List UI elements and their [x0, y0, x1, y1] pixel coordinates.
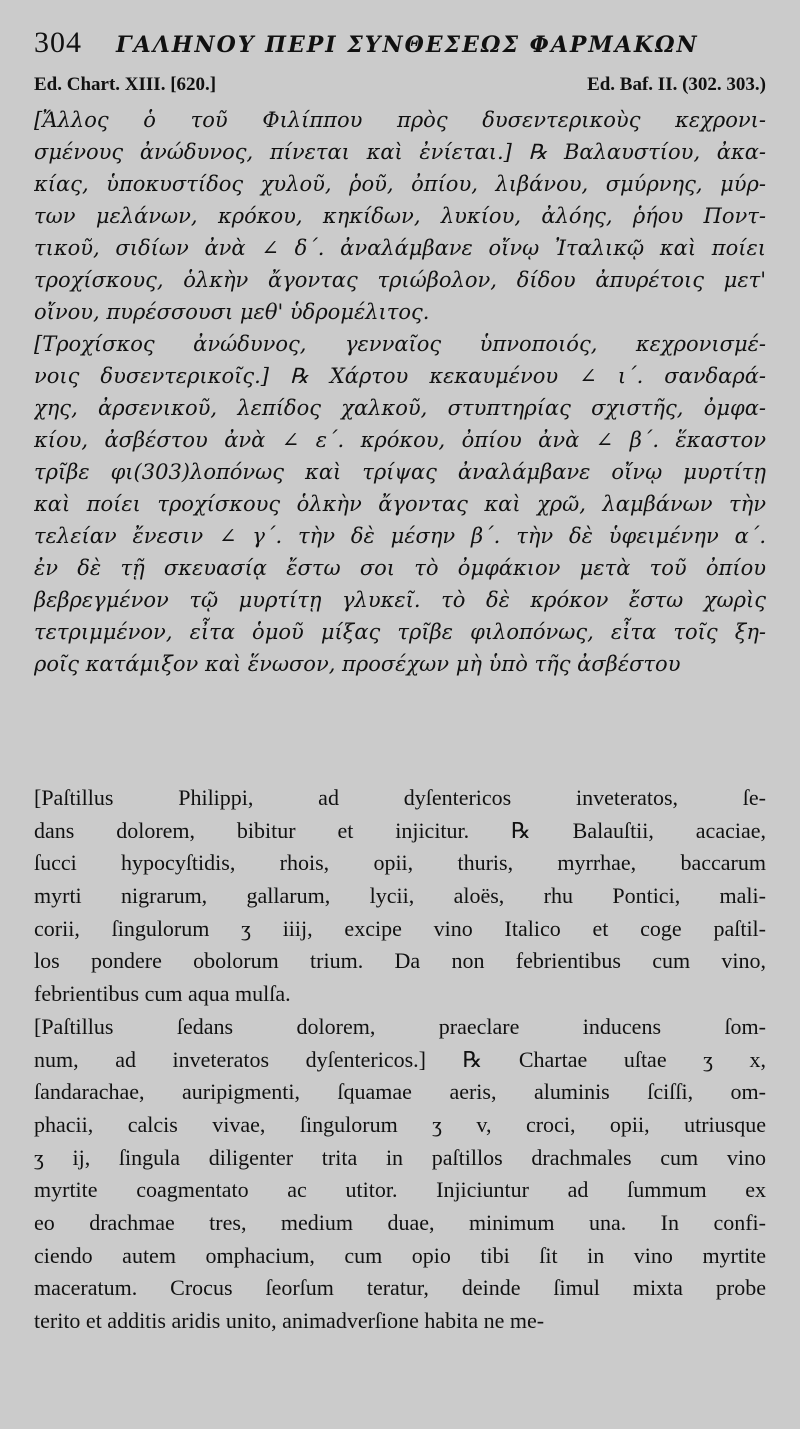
greek-text-block — [34, 104, 766, 680]
edition-references — [34, 74, 766, 104]
text-line: τροχίσκους, ὁλκὴν ἄγοντας τριώβολον, δίδου ἀπυρέτοις μετ' — [34, 268, 766, 292]
text-line: των μελάνων, κρόκου, κηκίδων, λυκίου, ἀλόης, ῥήου Ποντ- — [34, 204, 766, 228]
text-line: τρῖβε φι(303)λοπόνως καὶ τρίψας ἀναλάμβανε οἴνῳ μυρτίτῃ — [34, 460, 766, 484]
text-line: corii, ſingulorum ʒ iiij, excipe vino Italico et coge paſtil- — [34, 915, 766, 941]
text-line: myrtite coagmentato ac utitor. Injiciuntur ad ſummum ex — [34, 1177, 766, 1203]
running-title: ΓΑΛΗΝΟΥ ΠΕΡΙ ΣΥΝΘΕΣΕΩΣ ΦΑΡΜΑΚΩΝ — [116, 32, 699, 58]
text-line: [Paſtillus ſedans dolorem, praeclare inducens ſom- — [34, 1013, 766, 1039]
text-line: ciendo autem omphacium, cum opio tibi ſit in vino myrtite — [34, 1242, 766, 1268]
text-line: ἐν δὲ τῇ σκευασίᾳ ἔστω σοι τὸ ὀμφάκιον μετὰ τοῦ ὀπίου — [34, 556, 766, 580]
text-line: dans dolorem, bibitur et injicitur. ℞ Balauſtii, acaciae, — [34, 817, 766, 843]
text-line: los pondere obolorum trium. Da non febrientibus cum vino, — [34, 948, 766, 974]
text-line: χης, ἀρσενικοῦ, λεπίδος χαλκοῦ, στυπτηρίας σχιστῆς, ὀμφα- — [34, 396, 766, 420]
text-line: ſandarachae, auripigmenti, ſquamae aeris, aluminis ſciſſi, om- — [34, 1079, 766, 1105]
text-line: eo drachmae tres, medium duae, minimum una. In confi- — [34, 1209, 766, 1235]
edition-right: Ed. Baf. II. (302. 303.) — [587, 74, 766, 95]
text-line: myrti nigrarum, gallarum, lycii, aloës, rhu Pontici, mali- — [34, 883, 766, 909]
text-line: οἴνου, πυρέσσουσι μεθ' ὑδρομέλιτος. — [34, 300, 430, 324]
text-line: [Ἄλλος ὁ τοῦ Φιλίππου πρὸς δυσεντερικοὺς κεχρονι- — [34, 108, 766, 132]
text-line: τικοῦ, σιδίων ἀνὰ ∠ δ΄. ἀναλάμβανε οἴνῳ Ἰταλικῷ καὶ ποίει — [34, 236, 766, 260]
text-line: ʒ ij, ſingula diligenter trita in paſtillos drachmales cum vino — [34, 1144, 766, 1170]
text-line: maceratum. Crocus ſeorſum teratur, deinde ſimul mixta probe — [34, 1275, 766, 1301]
text-line: νοις δυσεντερικοῖς.] ℞ Χάρτου κεκαυμένου ∠ ι΄. σανδαρά- — [34, 364, 766, 388]
page-number: 304 — [34, 26, 82, 59]
column-gap — [34, 680, 766, 782]
edition-left: Ed. Chart. XIII. [620.] — [34, 74, 217, 95]
text-line: ſucci hypocyſtidis, rhois, opii, thuris, myrrhae, baccarum — [34, 850, 766, 876]
text-line: febrientibus cum aqua mulſa. — [34, 981, 291, 1007]
text-line: κίου, ἀσβέστου ἀνὰ ∠ ε΄. κρόκου, ὀπίου ἀνὰ ∠ β΄. ἕκαστον — [34, 428, 766, 452]
latin-text-block — [34, 782, 766, 1338]
text-line: βεβρεγμένον τῷ μυρτίτῃ γλυκεῖ. τὸ δὲ κρόκον ἔστω χωρὶς — [34, 588, 766, 612]
text-line: καὶ ποίει τροχίσκους ὁλκὴν ἄγοντας καὶ χρῶ, λαμβάνων τὴν — [34, 492, 766, 516]
page-header — [34, 26, 766, 68]
text-line: [Paſtillus Philippi, ad dyſentericos inveteratos, ſe- — [34, 785, 766, 810]
text-line: ροῖς κατάμιξον καὶ ἕνωσον, προσέχων μὴ ὑπὸ τῆς ἀσβέστου — [34, 652, 681, 676]
text-line: num, ad inveteratos dyſentericos.] ℞ Chartae uſtae ʒ x, — [34, 1046, 766, 1072]
text-line: phacii, calcis vivae, ſingulorum ʒ v, croci, opii, utriusque — [34, 1111, 766, 1137]
text-line: terito et additis aridis unito, animadverſione habita ne me- — [34, 1308, 545, 1333]
text-line: τετριμμένον, εἶτα ὁμοῦ μίξας τρῖβε φιλοπόνως, εἶτα τοῖς ξη- — [34, 620, 766, 644]
text-line: τελείαν ἔνεσιν ∠ γ΄. τὴν δὲ μέσην β΄. τὴν δὲ ὑφειμένην α΄. — [34, 524, 766, 548]
text-line: σμένους ἀνώδυνος, πίνεται καὶ ἐνίεται.] ℞ Βαλαυστίου, ἀκα- — [34, 140, 766, 164]
text-line: κίας, ὑποκυστίδος χυλοῦ, ῥοῦ, ὀπίου, λιβάνου, σμύρνης, μύρ- — [34, 172, 766, 196]
text-line: [Τροχίσκος ἀνώδυνος, γενναῖος ὑπνοποιός, κεχρονισμέ- — [34, 332, 766, 356]
